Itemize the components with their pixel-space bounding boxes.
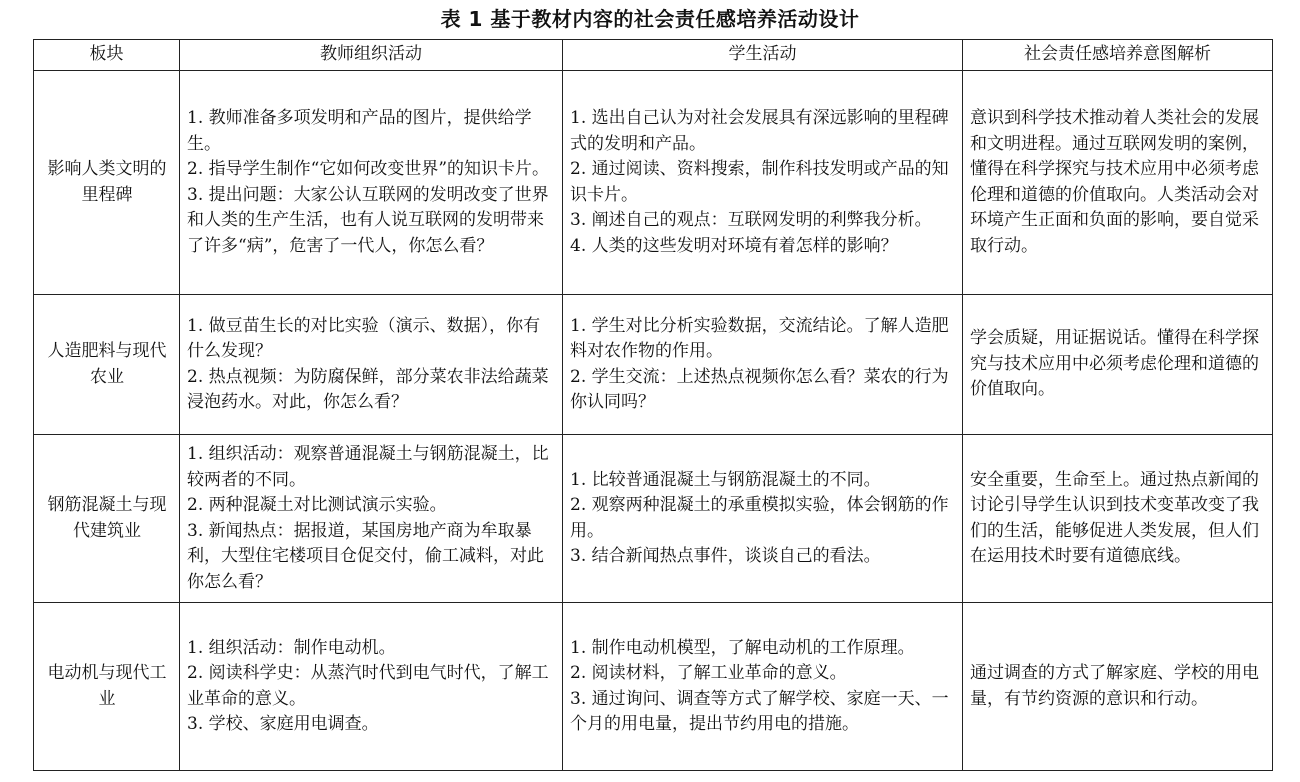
- teacher-activity-item: 2. 两种混凝土对比测试演示实验。: [187, 495, 447, 515]
- student-activity-item: 2. 学生交流：上述热点视频你怎么看？菜农的行为你认同吗？: [570, 366, 949, 412]
- teacher-activity-item: 1. 组织活动：制作电动机。: [187, 637, 396, 658]
- table-row: [34, 71, 1273, 295]
- teacher-activity-item: 2. 阅读科学史：从蒸汽时代到电气时代，了解工业革命的意义。: [187, 663, 549, 709]
- teacher-activity-item: 1. 组织活动：观察普通混凝土与钢筋混凝土，比较两者的不同。: [187, 444, 549, 490]
- student-activity-item: 3. 通过询问、调查等方式了解学校、家庭一天、一个月的用电量，提出节约用电的措施。: [570, 688, 949, 734]
- student-activity-item: 4. 人类的这些发明对环境有着怎样的影响？: [570, 235, 898, 256]
- block-cell: 影响人类文明的里程碑: [34, 71, 180, 295]
- student-activity-item: 2. 观察两种混凝土的承重模拟实验，体会钢筋的作用。: [570, 495, 949, 541]
- student-activity-item: 1. 比较普通混凝土与钢筋混凝土的不同。: [570, 469, 881, 490]
- header-intent-analysis: 社会责任感培养意图解析: [963, 40, 1273, 71]
- student-activity-item: 1. 制作电动机模型，了解电动机的工作原理。: [570, 637, 915, 658]
- intent-analysis-cell: 学会质疑，用证据说话。懂得在科学探究与技术应用中必须考虑伦理和道德的价值取向。: [963, 295, 1273, 435]
- header-teacher-activity: 教师组织活动: [180, 40, 563, 71]
- teacher-activity-item: 3. 提出问题：大家公认互联网的发明改变了世界和人类的生产生活，也有人说互联网的发明带来了许多“病”，危害了一代人，你怎么看？: [187, 184, 549, 256]
- teacher-activity-cell: [180, 435, 563, 603]
- table-title: 表 1 基于教材内容的社会责任感培养活动设计: [440, 7, 860, 31]
- student-activity-item: 2. 通过阅读、资料搜索，制作科技发明或产品的知识卡片。: [570, 159, 949, 205]
- student-activity-cell: [563, 295, 963, 435]
- teacher-activity-item: 2. 热点视频：为防腐保鲜，部分菜农非法给蔬菜浸泡药水。对此，你怎么看？: [187, 366, 549, 412]
- student-activity-item: 1. 选出自己认为对社会发展具有深远影响的里程碑式的发明和产品。: [570, 108, 949, 154]
- block-cell: 人造肥料与现代农业: [34, 295, 180, 435]
- student-activity-cell: [563, 435, 963, 603]
- student-activity-item: 3. 结合新闻热点事件，谈谈自己的看法。: [570, 546, 881, 566]
- student-activity-cell: [563, 603, 963, 771]
- student-activity-item: 2. 阅读材料，了解工业革命的意义。: [570, 663, 847, 683]
- teacher-activity-cell: [180, 603, 563, 771]
- activity-design-table: [33, 39, 1273, 771]
- block-cell: 电动机与现代工业: [34, 603, 180, 771]
- header-student-activity: 学生活动: [563, 40, 963, 71]
- block-cell: 钢筋混凝土与现代建筑业: [34, 435, 180, 603]
- header-block: 板块: [34, 40, 180, 71]
- intent-analysis-cell: 通过调查的方式了解家庭、学校的用电量，有节约资源的意识和行动。: [963, 603, 1273, 771]
- table-row: [34, 435, 1273, 603]
- teacher-activity-cell: [180, 71, 563, 295]
- student-activity-item: 1. 学生对比分析实验数据，交流结论。了解人造肥料对农作物的作用。: [570, 315, 949, 361]
- table-row: [34, 295, 1273, 435]
- teacher-activity-item: 1. 做豆苗生长的对比实验（演示、数据），你有什么发现？: [187, 315, 541, 361]
- teacher-activity-item: 1. 教师准备多项发明和产品的图片，提供给学生。: [187, 108, 532, 154]
- intent-analysis-cell: 安全重要，生命至上。通过热点新闻的讨论引导学生认识到技术变革改变了我们的生活，能够促进人类发展，但人们在运用技术时要有道德底线。: [963, 435, 1273, 603]
- teacher-activity-cell: [180, 295, 563, 435]
- table-header-row: [34, 40, 1273, 71]
- student-activity-cell: [563, 71, 963, 295]
- teacher-activity-item: 2. 指导学生制作“它如何改变世界”的知识卡片。: [187, 159, 550, 179]
- table-row: [34, 603, 1273, 771]
- teacher-activity-item: 3. 学校、家庭用电调查。: [187, 714, 379, 734]
- intent-analysis-cell: 意识到科学技术推动着人类社会的发展和文明进程。通过互联网发明的案例，懂得在科学探究与技术应用中必须考虑伦理和道德的价值取向。人类活动会对环境产生正面和负面的影响，要自觉采取行动。: [963, 71, 1273, 295]
- teacher-activity-item: 3. 新闻热点：据报道，某国房地产商为牟取暴利，大型住宅楼项目仓促交付，偷工减料，对此你怎么看？: [187, 520, 544, 592]
- student-activity-item: 3. 阐述自己的观点：互联网发明的利弊我分析。: [570, 210, 932, 230]
